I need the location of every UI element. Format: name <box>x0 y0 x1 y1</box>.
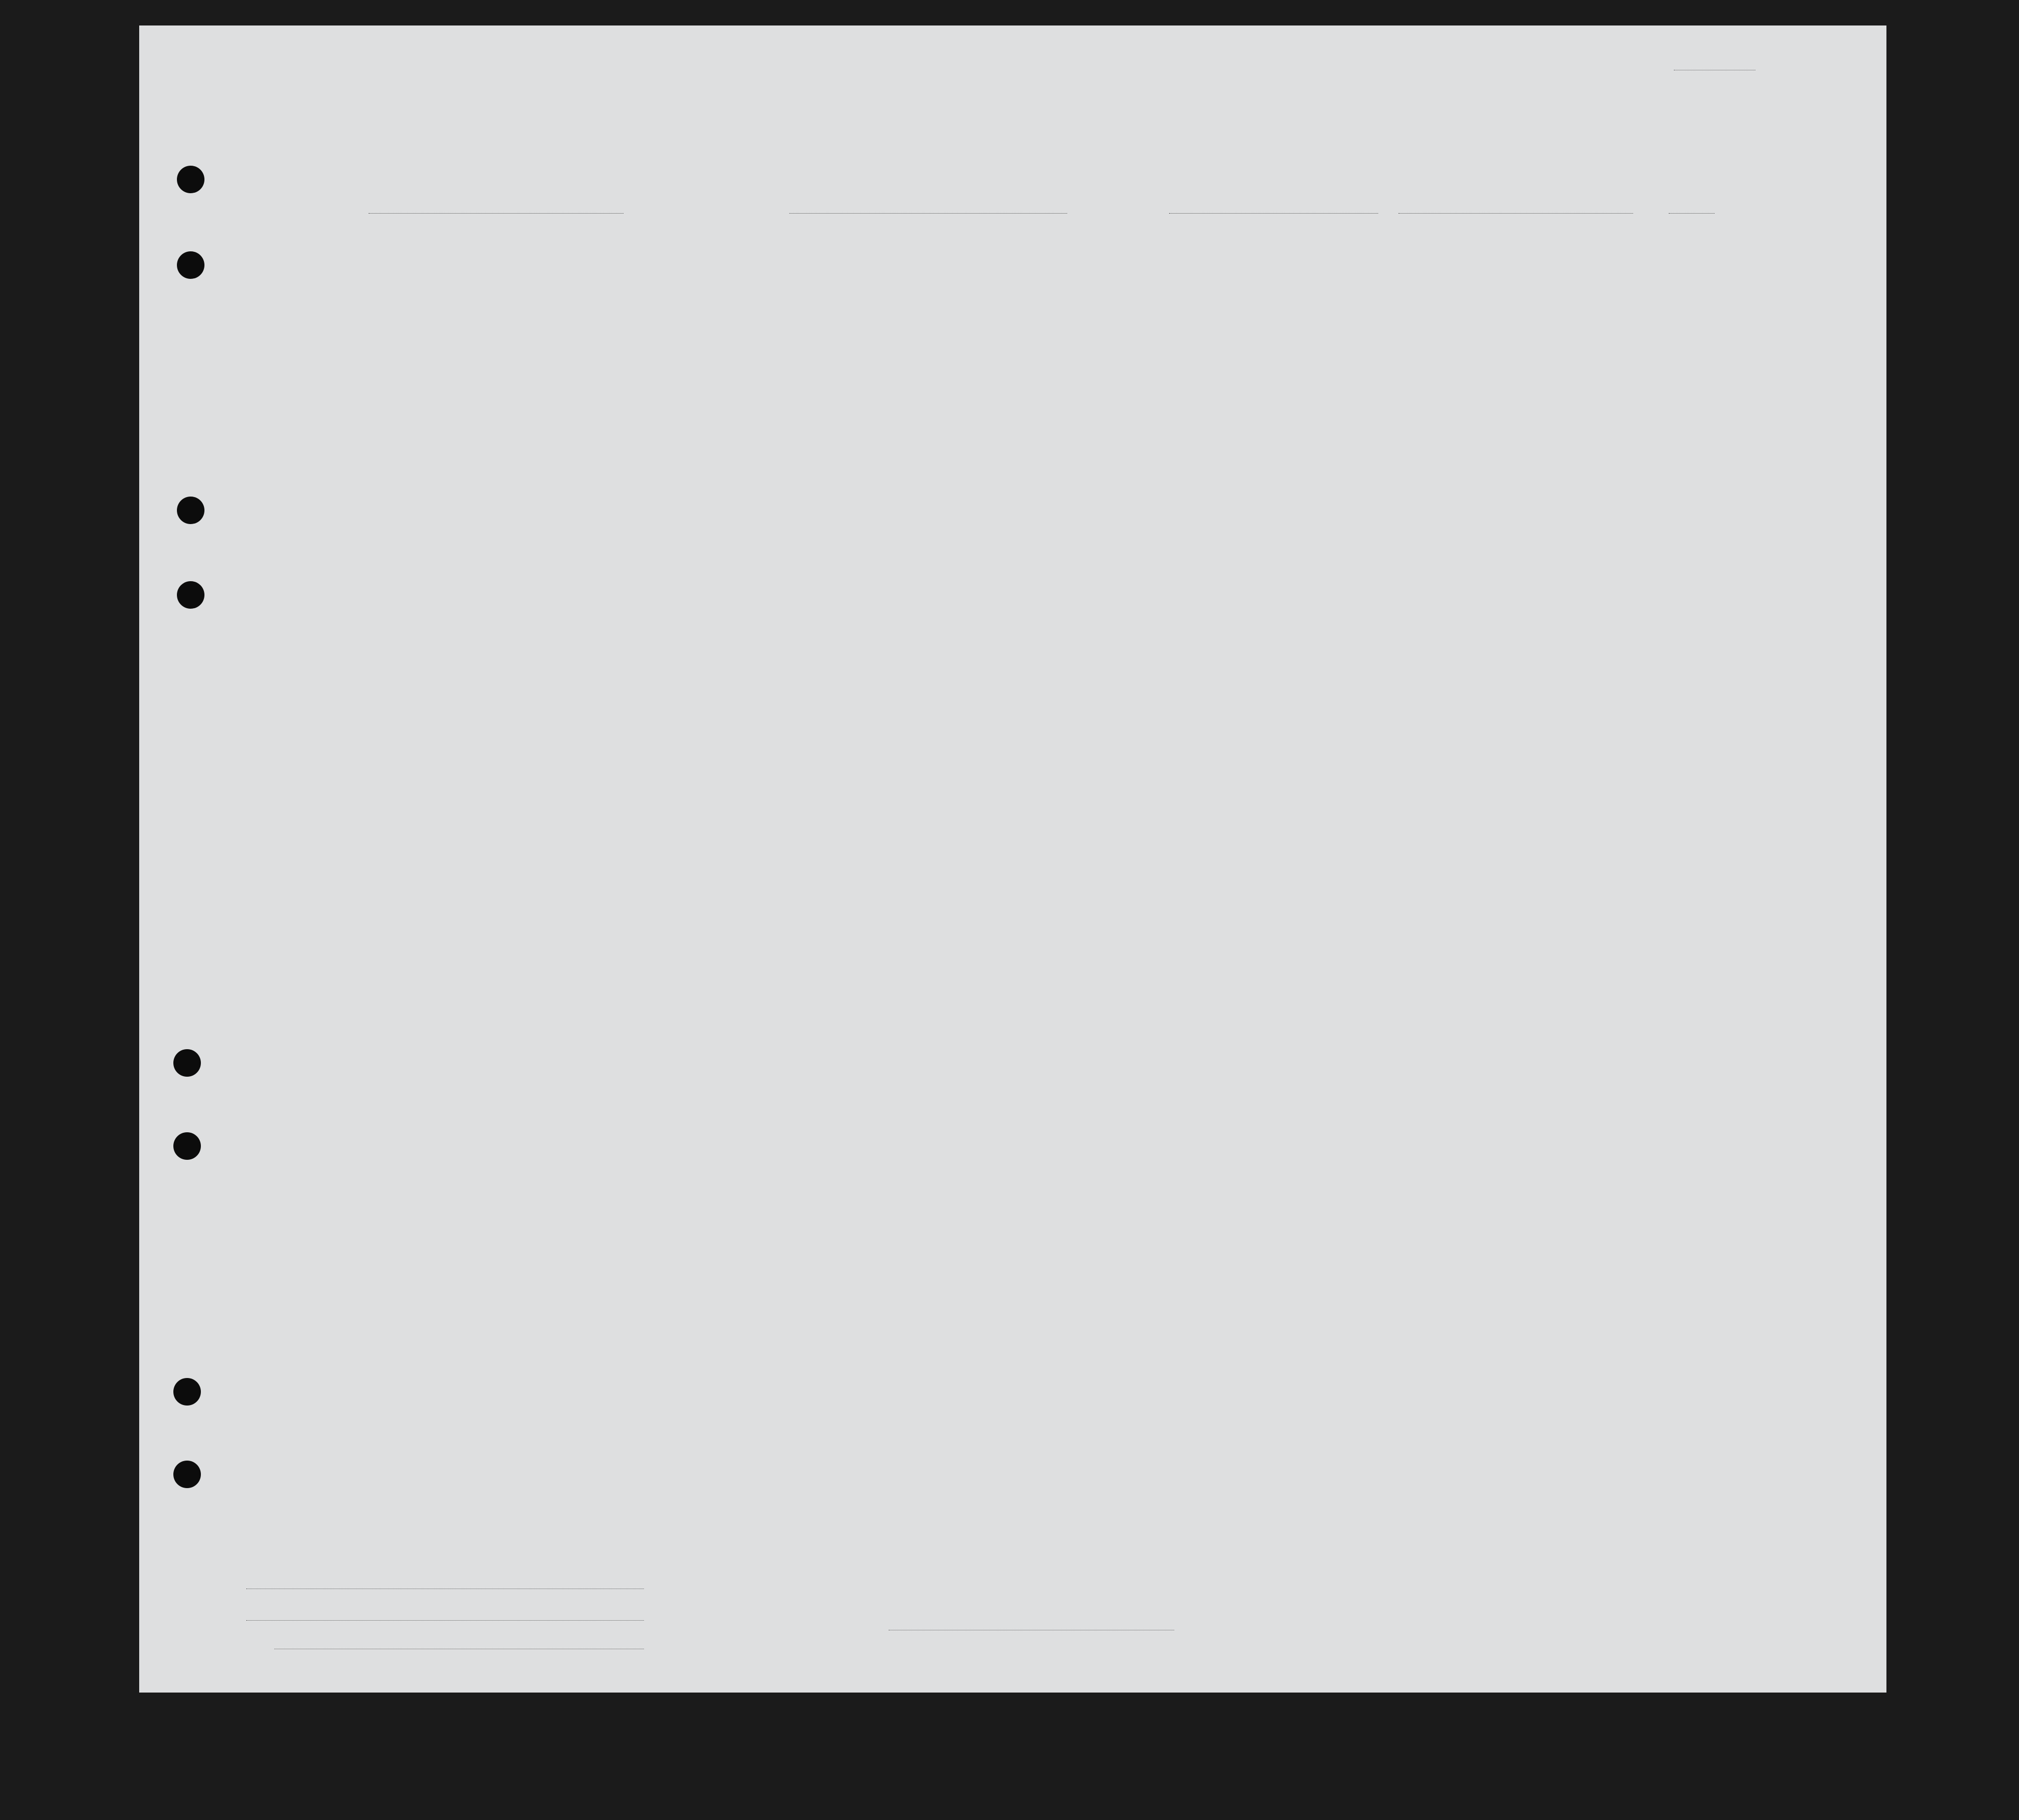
table-grid <box>139 25 1886 1693</box>
binder-hole <box>177 581 204 609</box>
binder-hole <box>177 497 204 524</box>
binder-hole <box>173 1461 201 1488</box>
binder-hole <box>173 1378 201 1406</box>
owners-underline <box>246 1620 644 1621</box>
binder-hole <box>177 166 204 193</box>
binder-hole <box>173 1049 201 1077</box>
binder-hole <box>177 251 204 279</box>
manifest-sheet <box>139 25 1886 1693</box>
binder-hole <box>173 1132 201 1160</box>
